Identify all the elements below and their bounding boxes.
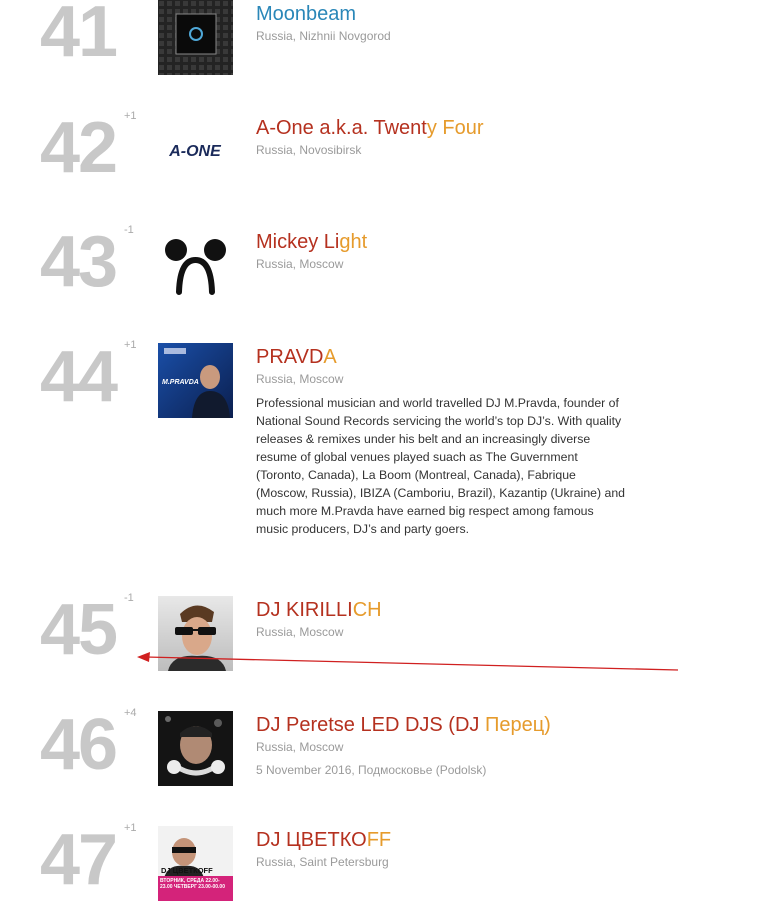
artist-thumbnail[interactable]	[158, 228, 233, 303]
artist-name-part-a[interactable]: Moonbeam	[256, 3, 357, 25]
artist-name-part-a[interactable]: Mickey Li	[256, 231, 340, 253]
rank-number: 42	[40, 108, 117, 188]
artist-location: Russia, Moscow	[256, 740, 344, 754]
pravda-logo-text: M.PRAVDA	[162, 379, 199, 386]
rank-change: +1	[124, 822, 137, 834]
rank-change: +4	[124, 707, 137, 719]
artist-thumbnail[interactable]	[158, 596, 233, 671]
artist-name[interactable]	[256, 116, 484, 140]
artist-location: Russia, Moscow	[256, 257, 344, 271]
artist-name-part-a[interactable]: DJ ЦВЕТКО	[256, 829, 367, 851]
artist-name-part-a[interactable]: DJ Peretse LED DJS (DJ	[256, 714, 485, 736]
peretse-photo-icon	[158, 711, 233, 786]
artist-name[interactable]	[256, 230, 367, 254]
artist-name-part-a[interactable]: A-One a.k.a. Twent	[256, 117, 427, 139]
rank-number: 47	[40, 820, 117, 900]
artist-thumbnail[interactable]	[158, 711, 233, 786]
artist-name[interactable]	[256, 713, 551, 737]
a-one-logo-text: A-ONE	[169, 143, 221, 160]
artist-location: Russia, Nizhnii Novgorod	[256, 29, 391, 43]
rank-number: 44	[40, 337, 117, 417]
artist-name[interactable]	[256, 345, 337, 369]
poster-schedule-text: ВТОРНИК, СРЕДА 22.00-23.00 ЧЕТВЕРГ 23.00-00.00	[160, 878, 225, 890]
mouse-ears-logo-icon	[158, 228, 233, 303]
a-one-logo-icon	[158, 114, 233, 189]
event-info: 5 November 2016, Подмосковье (Podolsk)	[256, 763, 487, 777]
artist-location: Russia, Saint Petersburg	[256, 855, 389, 869]
artist-name[interactable]	[256, 598, 382, 622]
artist-name-part-b[interactable]: CH	[352, 599, 382, 621]
artist-thumbnail[interactable]	[158, 114, 233, 189]
artist-thumbnail[interactable]	[158, 826, 233, 901]
moonbeam-logo-icon	[158, 0, 233, 75]
artist-name-part-b[interactable]: y Four	[426, 117, 484, 139]
artist-thumbnail[interactable]	[158, 343, 233, 418]
artist-location: Russia, Novosibirsk	[256, 143, 362, 157]
pravda-photo-icon	[158, 343, 233, 418]
artist-name-part-a[interactable]: DJ KIRILLI	[256, 599, 353, 621]
tsvetkoff-poster-icon	[158, 826, 233, 901]
artist-name[interactable]	[256, 2, 356, 26]
artist-location: Russia, Moscow	[256, 372, 344, 386]
artist-name-part-b[interactable]: Перец)	[484, 714, 551, 736]
artist-location: Russia, Moscow	[256, 625, 344, 639]
rank-change: +1	[124, 110, 137, 122]
poster-title-text: DJ ЦВЕТКОFF	[161, 866, 213, 875]
rank-change: -1	[124, 592, 134, 604]
rank-number: 45	[40, 590, 117, 670]
rank-change: +1	[124, 339, 137, 351]
artist-bio: Professional musician and world travelled DJ M.Pravda, founder of National Sound Records servicing the world’s top DJ’s. With quality releases & remixes under his belt and an increasingly diverse resume of global venues played suach as The Guvernment (Toronto, Canada), La Boom (Montreal, Canada), Fabrique (Moscow, Russia), IBIZA (Camboriu, Brazil), Kazantip (Ukraine) and much more M.Pravda have earned big respect among famous music producers, DJ’s and party goers.	[256, 396, 626, 536]
artist-thumbnail[interactable]	[158, 0, 233, 75]
artist-name-part-b[interactable]: FF	[366, 829, 392, 851]
artist-name[interactable]	[256, 828, 391, 852]
rank-change: -1	[124, 224, 134, 236]
rank-number: 43	[40, 222, 117, 302]
artist-name-part-b[interactable]: ght	[339, 231, 368, 253]
artist-name-part-a[interactable]: PRAVD	[256, 346, 324, 368]
rank-number: 46	[40, 705, 117, 785]
artist-name-part-b[interactable]: A	[323, 346, 337, 368]
rank-number: 41	[40, 0, 117, 72]
kirillich-photo-icon	[158, 596, 233, 671]
